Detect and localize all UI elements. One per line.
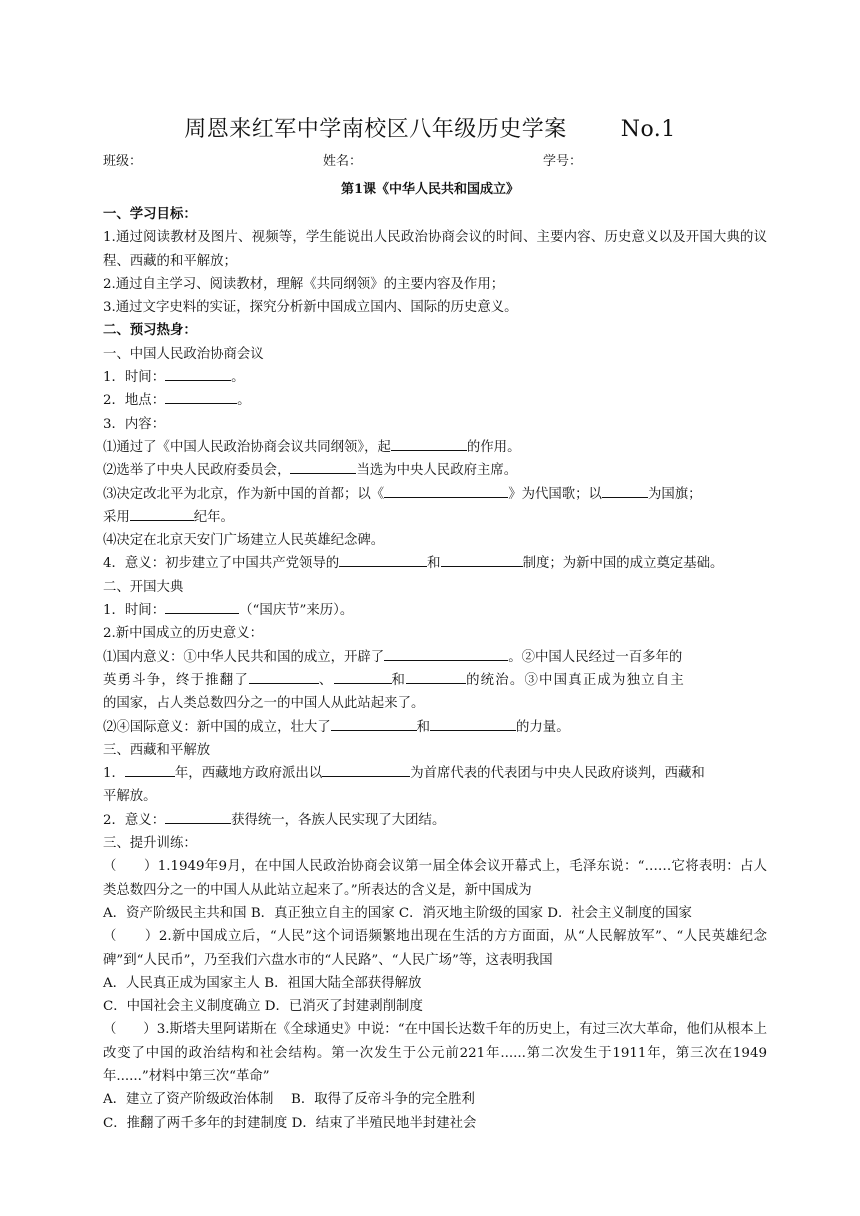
answer-blank[interactable] — [391, 436, 467, 451]
fill-line — [103, 483, 767, 506]
fill-line — [103, 646, 767, 669]
answer-blank[interactable] — [165, 366, 231, 381]
line-text: 》为代国歌；以 — [508, 486, 602, 502]
line-text: 和 — [391, 672, 407, 688]
sheet-number: No.1 — [620, 117, 676, 142]
line-text: 当选为中央人民政府主席。 — [356, 463, 518, 479]
line-text: 1． — [103, 766, 125, 782]
answer-blank[interactable] — [165, 599, 239, 614]
line-text: ⑴通过了《中国人民政治协商会议共同纲领》，起 — [103, 439, 391, 455]
question-1-options: A．资产阶级民主共和国 B．真正独立自主的国家 C．消灭地主阶级的国家 D．社会主义制度的国家 — [103, 905, 692, 921]
training-heading: 三、提升训练： — [103, 836, 197, 852]
answer-blank[interactable] — [334, 669, 392, 684]
line-text: 的统治。③中国真正成为独立自主 — [466, 672, 685, 688]
line-text: 。 — [237, 393, 251, 409]
line-text: 2.新中国成立的历史意义： — [103, 626, 264, 642]
line-text: （“国庆节”来历）。 — [239, 603, 354, 619]
line-text: ⑵选举了中央人民政府委员会， — [103, 463, 291, 479]
answer-blank[interactable] — [165, 389, 237, 404]
answer-blank[interactable] — [125, 762, 175, 777]
objective-item: 1.通过阅读教材及图片、视频等，学生能说出人民政治协商会议的时间、主要内容、历史意义以及开国大典的议程、西藏的和平解放； — [103, 230, 767, 269]
line-text: 。 — [231, 370, 245, 386]
objective-item: 3.通过文字史料的实证，探究分析新中国成立国内、国际的历史意义。 — [103, 300, 518, 316]
id-label: 学号： — [543, 154, 583, 169]
fill-line — [103, 669, 767, 692]
fill-line — [103, 506, 767, 529]
answer-blank[interactable] — [249, 669, 319, 684]
question-2: （ ）2.新中国成立后，“人民”这个词语频繁地出现在生活的方方面面，从“人民解放军”、“人民英雄纪念碑”到“人民币”，乃至我们六盘水市的“人民路”、“人民广场”等，这表明我国 — [103, 929, 767, 968]
line-text: 英勇斗争，终于推翻了 — [103, 672, 249, 688]
objective-item: 2.通过自主学习、阅读教材，理解《共同纲领》的主要内容及作用； — [103, 276, 505, 292]
line-text: 为国旗； — [647, 486, 702, 502]
line-text: ⑶决定改北平为北京，作为新中国的首都；以《 — [103, 486, 385, 502]
line-text: 1．时间： — [103, 370, 166, 386]
line-text: 的力量。 — [516, 719, 570, 735]
line-text: 的国家，占人类总数四分之一的中国人从此站起来了。 — [103, 696, 425, 712]
line-text: 采用 — [103, 509, 130, 525]
line-text: ⑵④国际意义：新中国的成立，壮大了 — [103, 719, 331, 735]
line-text: 。②中国人民经过一百多年的 — [508, 649, 683, 665]
fill-line — [103, 389, 767, 412]
fill-line — [103, 552, 767, 575]
fill-line — [103, 366, 767, 389]
answer-blank[interactable] — [290, 459, 356, 474]
preview-heading: 二、预习热身： — [103, 322, 197, 339]
fill-line — [103, 459, 767, 482]
line-text: ⑷决定在北京天安门广场建立人民英雄纪念碑。 — [103, 533, 385, 549]
answer-blank[interactable] — [165, 809, 231, 824]
answer-blank[interactable] — [331, 716, 417, 731]
answer-blank[interactable] — [130, 506, 194, 521]
fill-line — [103, 436, 767, 459]
fill-line — [103, 599, 767, 622]
question-2-options: A．人民真正成为国家主人 B．祖国大陆全部获得解放 — [103, 975, 422, 991]
answer-blank[interactable] — [602, 483, 648, 498]
line-text: 纪年。 — [193, 509, 234, 525]
line-text: 平解放。 — [103, 789, 157, 805]
question-3-options: A．建立了资产阶级政治体制 B．取得了反帝斗争的完全胜利 — [103, 1092, 475, 1108]
name-label: 姓名： — [323, 154, 363, 169]
line-text: 为首席代表的代表团与中央人民政府谈判，西藏和 — [410, 766, 705, 782]
line-text: 3．内容： — [103, 416, 166, 432]
section-title: 二、开国大典 — [103, 579, 184, 595]
line-text: 、 — [318, 672, 334, 688]
objectives-heading: 一、学习目标： — [103, 206, 197, 222]
answer-blank[interactable] — [322, 762, 410, 777]
line-text: 的作用。 — [466, 439, 521, 455]
answer-blank[interactable] — [384, 483, 508, 498]
line-text: 和 — [416, 719, 431, 735]
question-3: （ ）3.斯塔夫里阿诺斯在《全球通史》中说：“在中国长达数千年的历史上，有过三次大革命，他们从根本上改变了中国的政治结构和社会结构。第一次发生于公元前221年......第二次发生于1911年，第三次在1949年......”材料中第三次“革命” — [103, 1022, 767, 1084]
line-text: ⑴国内意义：①中华人民共和国的成立，开辟了 — [103, 649, 385, 665]
fill-line — [103, 762, 767, 785]
line-text: 1．时间： — [103, 603, 166, 619]
fill-line — [103, 809, 767, 832]
line-text: 制度；为新中国的成立奠定基础。 — [522, 556, 724, 572]
line-text: 和 — [427, 556, 441, 572]
fill-line — [103, 716, 767, 739]
answer-blank[interactable] — [384, 646, 508, 661]
page-title — [0, 112, 860, 143]
class-label: 班级： — [103, 154, 143, 169]
answer-blank[interactable] — [441, 552, 523, 567]
answer-blank[interactable] — [339, 552, 427, 567]
title-text: 周恩来红军中学南校区八年级历史学案 — [184, 117, 567, 142]
question-3-options: C．推翻了两千多年的封建制度 D．结束了半殖民地半封建社会 — [103, 1115, 477, 1131]
question-2-options: C．中国社会主义制度确立 D．已消灭了封建剥削制度 — [103, 999, 423, 1015]
section-title: 一、中国人民政治协商会议 — [103, 346, 264, 362]
line-text: 年，西藏地方政府派出以 — [174, 766, 323, 782]
line-text: 4．意义：初步建立了中国共产党领导的 — [103, 556, 340, 572]
answer-blank[interactable] — [430, 716, 516, 731]
answer-blank[interactable] — [406, 669, 466, 684]
question-1: （ ）1.1949年9月，在中国人民政治协商会议第一届全体会议开幕式上，毛泽东说：“……它将表明：占人类总数四分之一的中国人从此站立起来了。”所表达的含义是，新中国成为 — [103, 859, 767, 898]
lesson-title: 第1课《中华人民共和国成立》 — [340, 182, 520, 197]
content-body — [103, 203, 767, 1135]
line-text: 获得统一，各族人民实现了大团结。 — [231, 812, 446, 828]
line-text: 2．意义： — [103, 812, 166, 828]
line-text: 2．地点： — [103, 393, 166, 409]
section-title: 三、西藏和平解放 — [103, 742, 211, 758]
